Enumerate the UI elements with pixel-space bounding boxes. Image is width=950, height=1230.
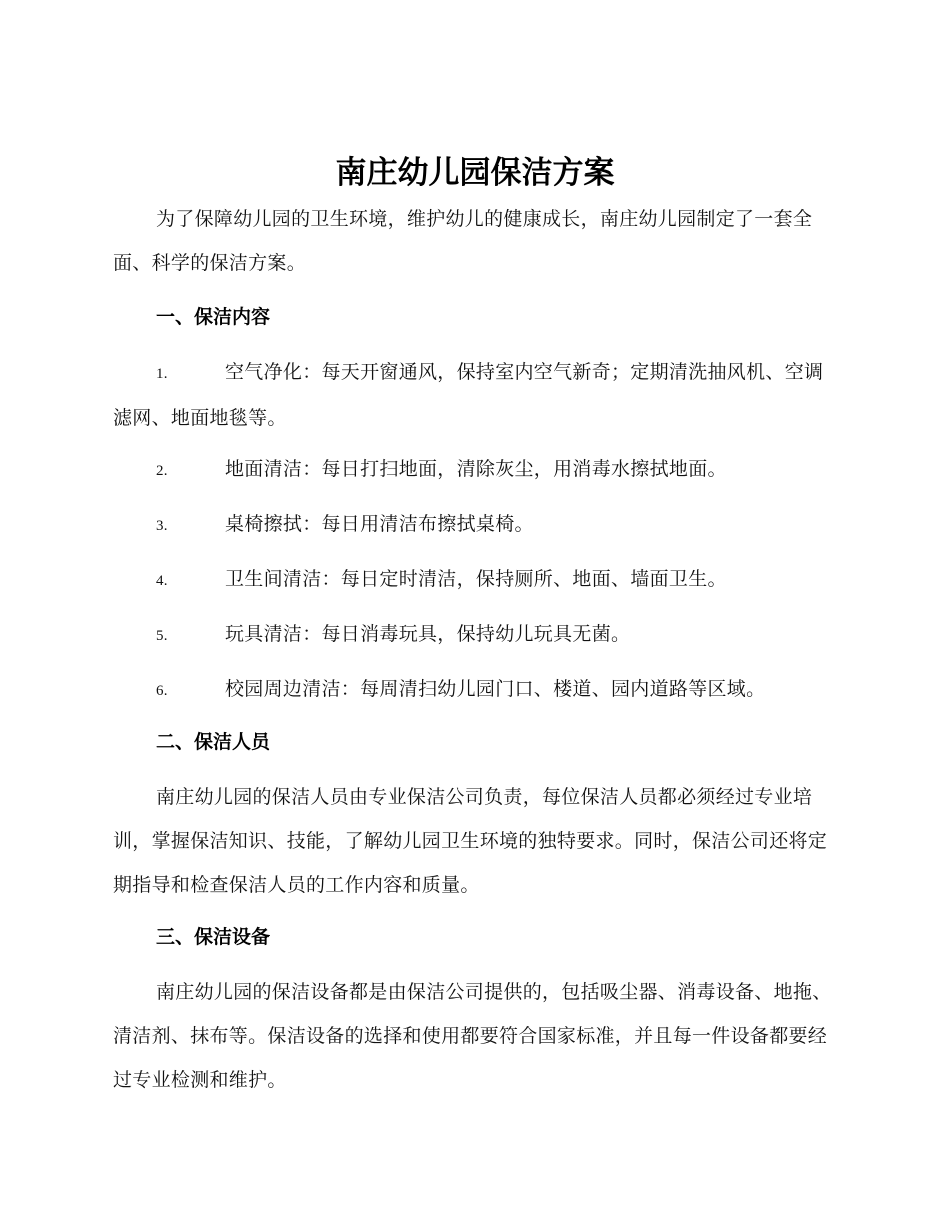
list-item [113, 612, 835, 658]
section-heading-equipment: 三、保洁设备 [156, 926, 271, 948]
list-item-text: 地面清洁：每日打扫地面，清除灰尘，用消毒水擦拭地面。 [225, 458, 727, 480]
section-heading-content: 一、保洁内容 [156, 306, 271, 328]
intro-paragraph: 为了保障幼儿园的卫生环境，维护幼儿的健康成长，南庄幼儿园制定了一套全面、科学的保洁方案。 [113, 208, 813, 274]
list-item-number: 1. [156, 366, 168, 382]
list-item [113, 667, 835, 713]
list-item-number: 5. [156, 628, 168, 644]
list-item [113, 447, 835, 493]
list-item-text: 玩具清洁：每日消毒玩具，保持幼儿玩具无菌。 [225, 623, 631, 645]
list-item-number: 2. [156, 463, 168, 479]
list-item-number: 6. [156, 683, 168, 699]
equipment-paragraph: 南庄幼儿园的保洁设备都是由保洁公司提供的，包括吸尘器、消毒设备、地拖、清洁剂、抹布等。保洁设备的选择和使用都要符合国家标准，并且每一件设备都要经过专业检测和维护。 [113, 981, 832, 1091]
list-item [113, 350, 835, 440]
staff-paragraph: 南庄幼儿园的保洁人员由专业保洁公司负责，每位保洁人员都必须经过专业培训，掌握保洁知识、技能，了解幼儿园卫生环境的独特要求。同时，保洁公司还将定期指导和检查保洁人员的工作内容和质量。 [113, 786, 828, 896]
list-item-number: 3. [156, 518, 168, 534]
list-item [113, 502, 835, 548]
section-heading-staff: 二、保洁人员 [156, 731, 271, 753]
list-item [113, 557, 835, 603]
list-item-text: 桌椅擦拭：每日用清洁布擦拭桌椅。 [225, 513, 534, 535]
list-item-text: 空气净化：每天开窗通风，保持室内空气新奇；定期清洗抽风机、空调滤网、地面地毯等。 [113, 361, 824, 429]
list-item-number: 4. [156, 573, 168, 589]
document-title: 南庄幼儿园保洁方案 [335, 155, 615, 191]
list-item-text: 卫生间清洁：每日定时清洁，保持厕所、地面、墙面卫生。 [225, 568, 727, 590]
list-item-text: 校园周边清洁：每周清扫幼儿园门口、楼道、园内道路等区域。 [225, 678, 766, 700]
